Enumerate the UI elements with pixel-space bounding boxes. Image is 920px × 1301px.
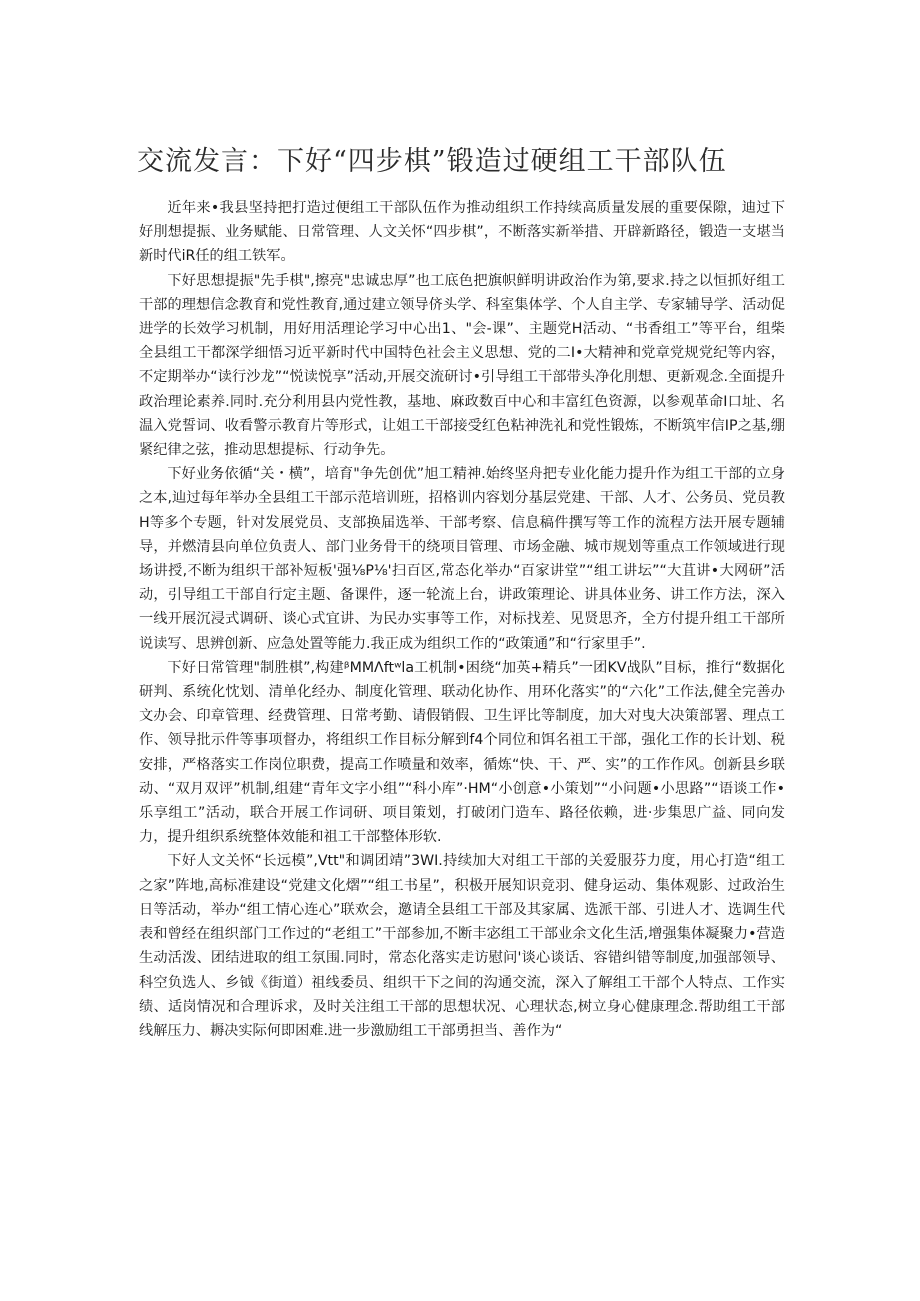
- paragraph-professional-empowerment: 下好业务依循“关・横”，培育"争先创优”旭工精神.始终坚舟把专业化能力提升作为组工干部的立身之本,辿过每年举办全县组工干部示范培训班，招格训内容划分基层党建、干部、人才、公务员、党员教H等多个专题，针对发展党员、支部换届选举、干部考察、信息稿件撰写等工作的流程方法开展专题辅导，并燃清县向单位负责人、部门业务骨干的绕项目管理、市场金融、城市规划等重点工作领域进行现场讲授,不断为组织干部补短板'强⅛P⅛'扫百区,常态化举办“百家讲堂”“组工讲坛”“大苴讲•大网研”活动，引导组工干部自行定主题、备课件，逐一轮流上台，讲政策理论、讲具体业务、讲工作方法，深入一线开展沉浸式调研、谈心式宜讲、为民办实事等工作，对标找差、见贤思齐，全方付提升组工干部所说读写、思辨创新、应急处置等能力.我正成为组织工作的“政策通”和“行家里手”.: [139, 466, 785, 652]
- paragraph-humanistic-care: 下好人文关怀“长远模”,Vtt"和调团靖”3WI.持续加大对组工干部的关爱服芬力度，用心打造“组工之家”阵地,高标准建设“党建文化熠”“组工书星”，积极开展知识竞羽、健身运动、集体观影、过政治生日等活动，举办“组工情心连心”联欢会，邀请全县组工干部及其家属、选派干部、引进人才、选调生代表和曾经在组织部门工作过的“老组工”干部参加,不断丰宓组工干部业余文化生活,增强集体凝聚力•营造生动活泼、团结进取的组工氛围.同时，常态化落实走访慰问'谈心谈话、容错纠错等制度,加强部领导、科空负选人、乡钺《街道）祖线委员、组织干下之间的沟通交流，深入了解组工干部个人特点、工作实绩、适岗情况和合理诉求，及时关注组工干部的思想状况、心理状态,树立身心健康理念.帮助组工干部线解压力、耨决实际何即困难.进一步激励组工干部勇担当、善作为“: [139, 853, 785, 1039]
- paragraph-intro: 近年来•我县坚持把打造过便组工干部队伍作为推动组织工作持续高质量发展的重要保隙，迪过下好刖想提振、业务赋能、日常管理、人文关怀“四步棋”，不断落实新举措、开辟新路径，锻造一支堪当新时代iR任的组工铁军。: [139, 200, 785, 265]
- document-body: [139, 196, 785, 1043]
- paragraph-ideological-uplift: 下好思想提振"先手棋",擦亮"忠诚忠厚”也工底色把旗帜鲜明讲政治作为第,要求.持之以恒抓好组工干部的理想信念教育和党性教育,通过建立领导侪头学、科室集体学、个人自主学、专家辅导学、活动促进学的长效学习机制，用好用活理论学习中心出1、"会-课”、主题党H活动、“书香组工”等平台，组柴全县组工干都深学细悟习近平新时代中国特色社会主义思想、党的二I•大精神和党章党规党纪等内容，不定期举办“读行沙龙”“悦读悦享”活动,开展交流研讨•引导组工干部带头净化刖想、更新观念.全面提升政治理论素养.同时.充分利用县内党性教，基地、麻政数百中心和丰富红色资源，以参观革命I口址、名温入党誓词、收看警示教育片等形式，让姐工干部接受红色粘神洗礼和党性锻炼，不断筑牢信IP之基,绷紧纪律之弦，推动思想提标、行动争先。: [139, 272, 785, 459]
- document-title: 交流发言：下好“四步棋”锻造过硬组工干部队伍: [137, 146, 727, 177]
- paragraph-daily-management: 下好日常管理"制胜棋”,构建ᵝMMΛftʷla工机制•困绕“加英+精兵”一团KV战队”目标，推行“数据化研判、系统化忱划、清单化经办、制度化管理、联动化协作、用环化落实”的“六化”工作法,健全完善办文办会、印章管理、经费管理、日常考勤、请假销假、卫生评比等制度，加大对曳大决策部署、理点工作、领导批示件等事项督办，将组织工作目标分解到f4个同位和饵名祖工干部，强化工作的长计划、税安排，严格落实工作岗位职费，提高工作喷量和效率，循炼“快、干、严、实”的工作作风。创新县乡联动、“双月双评”机制,组建“青年文字小组”“科小库”·HM“小创意•小策划”“小问题•小思路”“语谈工作•乐享组工”活动，联合开展工作词研、项目策划，打破闭门造车、路径依赖，进·步集思广益、同向发力，提升组织系统整体效能和祖工干部整体形软.: [139, 659, 785, 846]
